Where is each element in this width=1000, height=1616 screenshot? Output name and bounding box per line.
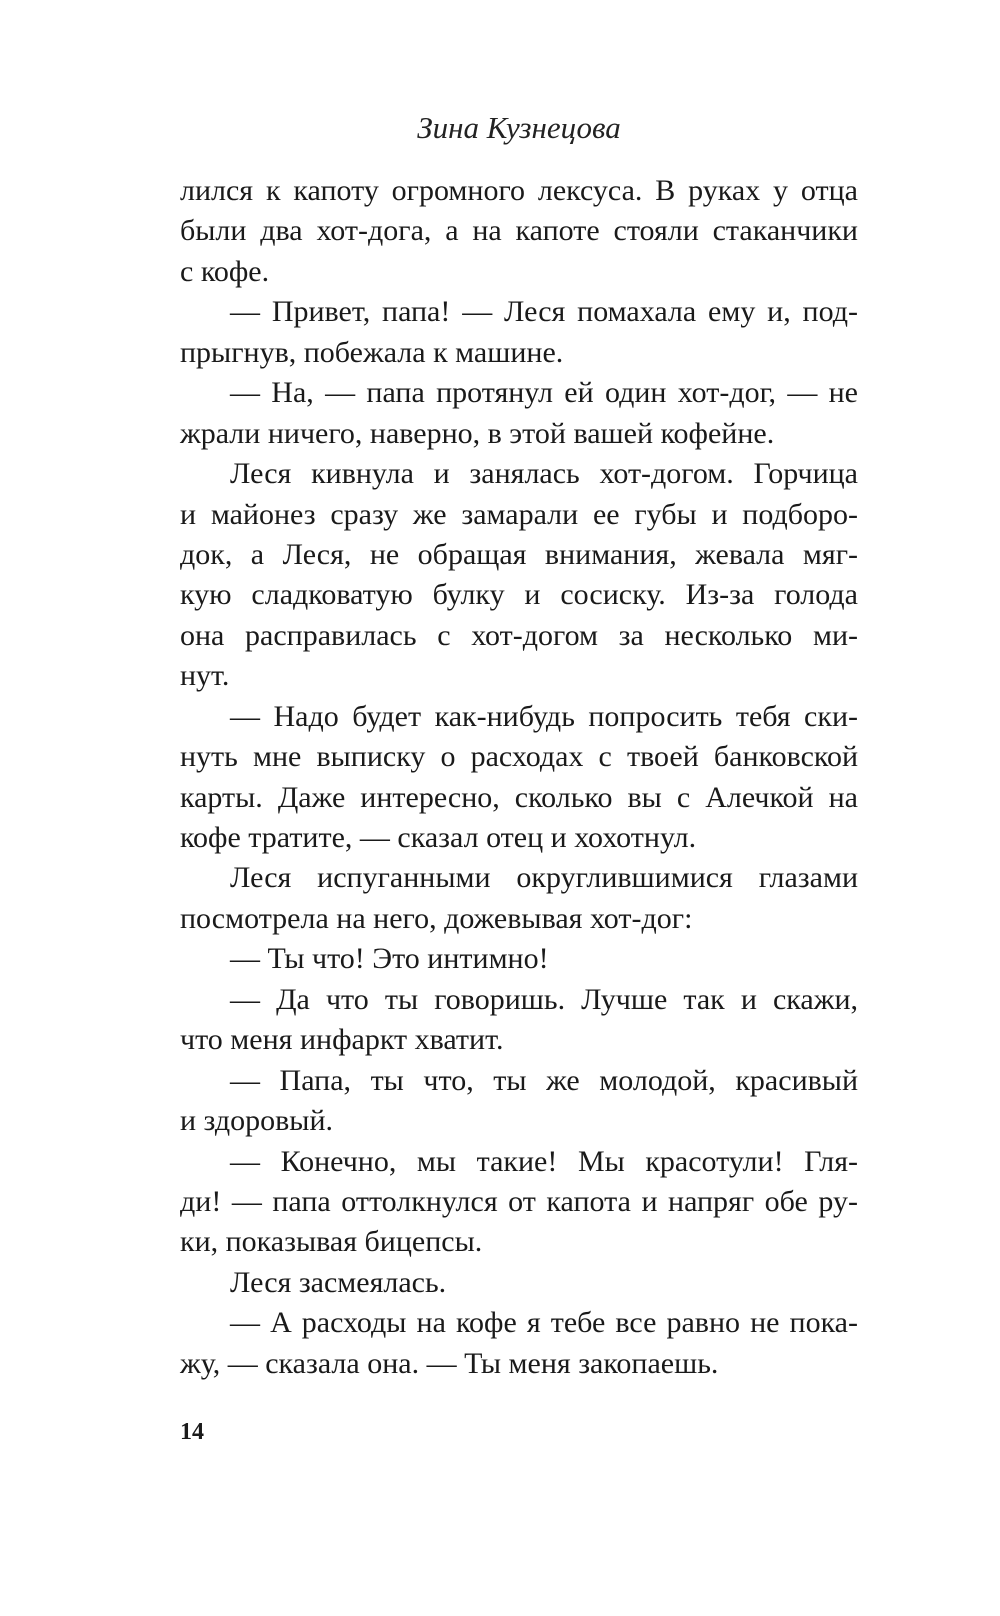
text-line: карты. Даже интересно, сколько вы с Алечкой на [180,780,858,814]
text-line: и здоровый. [180,1104,334,1138]
text-line: с кофе. [180,254,270,288]
paragraph [180,980,858,1061]
paragraph [180,1263,858,1303]
text-line: Леся засмеялась. [230,1265,447,1299]
text-line: и майонез сразу же замарали ее губы и подборо- [180,497,858,531]
text-line: прыгнув, побежала к машине. [180,335,564,369]
text-line: — Ты что! Это интимно! [230,942,549,976]
paragraph [180,1142,858,1263]
text-line: жрали ничего, наверно, в этой вашей кофейне. [180,416,775,450]
text-line: ди! — папа оттолкнулся от капота и напряг обе ру- [180,1184,858,1218]
text-line: что меня инфаркт хватит. [180,1023,504,1057]
paragraph [180,1061,858,1142]
text-line: — Да что ты говоришь. Лучше так и скажи, [230,982,858,1016]
running-head: Зина Кузнецова [417,110,621,145]
paragraph [180,373,858,454]
text-line: — А расходы на кофе я тебе все равно не пока- [230,1306,858,1340]
text-line: ки, показывая бицепсы. [180,1225,483,1259]
paragraph [180,171,858,292]
paragraph [180,292,858,373]
paragraph [180,1303,858,1384]
text-line: — Конечно, мы такие! Мы красотули! Гля- [230,1144,858,1178]
text-line: лился к капоту огромного лексуса. В руках у отца [180,174,858,207]
paragraph [180,858,858,939]
text-line: кую сладковатую булку и сосиску. Из-за голода [180,578,858,612]
text-line: нут. [180,659,230,693]
text-line: нуть мне выписку о расходах с твоей банковской [180,740,858,774]
text-line: Леся кивнула и занялась хот-догом. Горчица [230,457,858,491]
text-line: кофе тратите, — сказал отец и хохотнул. [180,821,697,854]
paragraph [180,697,858,859]
text-line: — Папа, ты что, ты же молодой, красивый [230,1063,858,1097]
text-line: она расправилась с хот-догом за несколько ми- [180,618,858,652]
text-line: — Привет, папа! — Леся помахала ему и, под- [230,295,858,329]
text-line: Леся испуганными округлившимися глазами [230,861,858,895]
text-line: — На, — папа протянул ей один хот-дог, — не [230,376,858,410]
text-line: посмотрела на него, дожевывая хот-дог: [180,901,693,935]
text-line: — Надо будет как-нибудь попросить тебя ски- [230,699,858,733]
page-number: 14 [180,1419,204,1445]
text-line: док, а Леся, не обращая внимания, жевала мяг- [180,537,858,571]
text-line: жу, — сказала она. — Ты меня закопаешь. [180,1346,719,1380]
text-line: были два хот-дога, а на капоте стояли стаканчики [180,214,858,248]
paragraph [180,454,858,697]
body-text [180,171,858,1384]
paragraph [180,939,858,979]
